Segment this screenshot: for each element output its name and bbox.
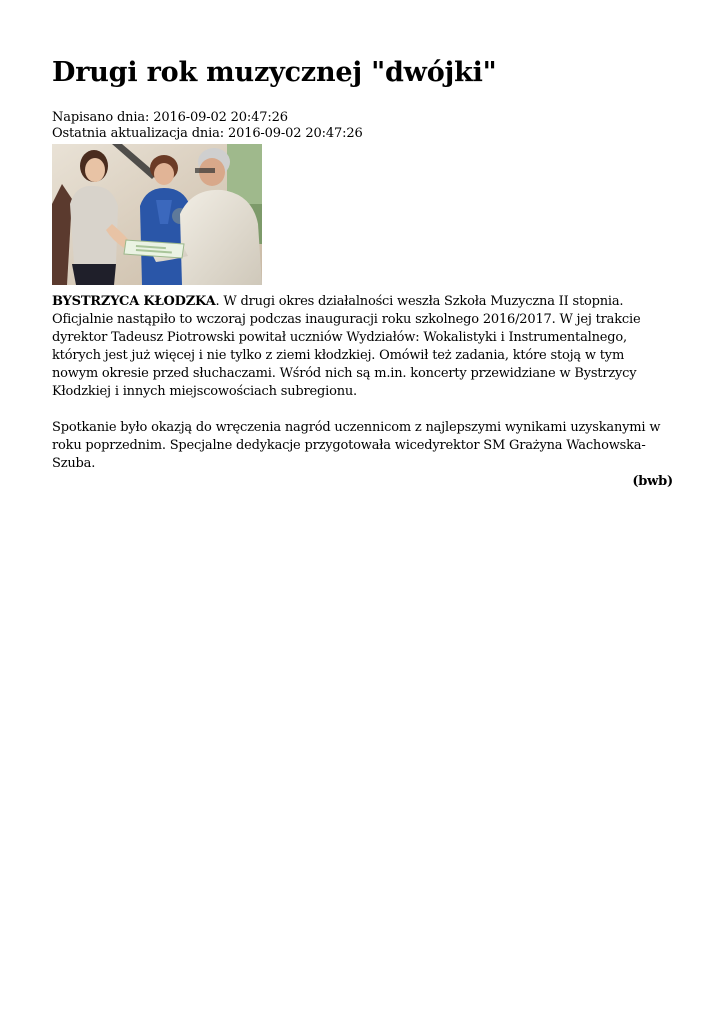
article-title: Drugi rok muzycznej "dwójki" [52, 57, 497, 88]
published-line [52, 110, 363, 126]
article-photo [52, 144, 262, 285]
lead-place: BYSTRZYCA KŁODZKA [52, 294, 216, 309]
paragraph-2: Spotkanie było okazją do wręczenia nagród uczennicom z najlepszymi wynikami uzyskanymi w roku poprzednim. Specjalne dedykacje przygotowała wicedyrektor SM Grażyna Wachowska-Szuba. [52, 420, 661, 471]
article-meta [52, 110, 363, 142]
updated-label: Ostatnia aktualizacja dnia: [52, 126, 224, 141]
author-signature: (bwb) [632, 474, 673, 489]
updated-date: 2016-09-02 20:47:26 [227, 126, 363, 141]
updated-line [52, 126, 363, 142]
paragraph-1 [52, 293, 673, 401]
published-label: Napisano dnia: [52, 110, 150, 125]
article-body [52, 293, 673, 491]
published-date: 2016-09-02 20:47:26 [153, 110, 288, 125]
paragraph-1-text: . W drugi okres działalności weszła Szkoła Muzyczna II stopnia. Oficjalnie nastąpiło to wczoraj podczas inauguracji roku szkolnego 2016/2017. W jej trakcie dyrektor Tadeusz Piotrowski powitał uczniów Wydziałów: Wokalistyki i Instrumentalnego, których jest już więcej i nie tylko z ziemi kłodzkiej. Omówił też zadania, które stoją w tym nowym okresie przed słuchaczami. Wśród nich są m.in. koncerty przewidziane w Bystrzycy Kłodzkiej i innych miejscowościach subregionu. [52, 294, 641, 399]
